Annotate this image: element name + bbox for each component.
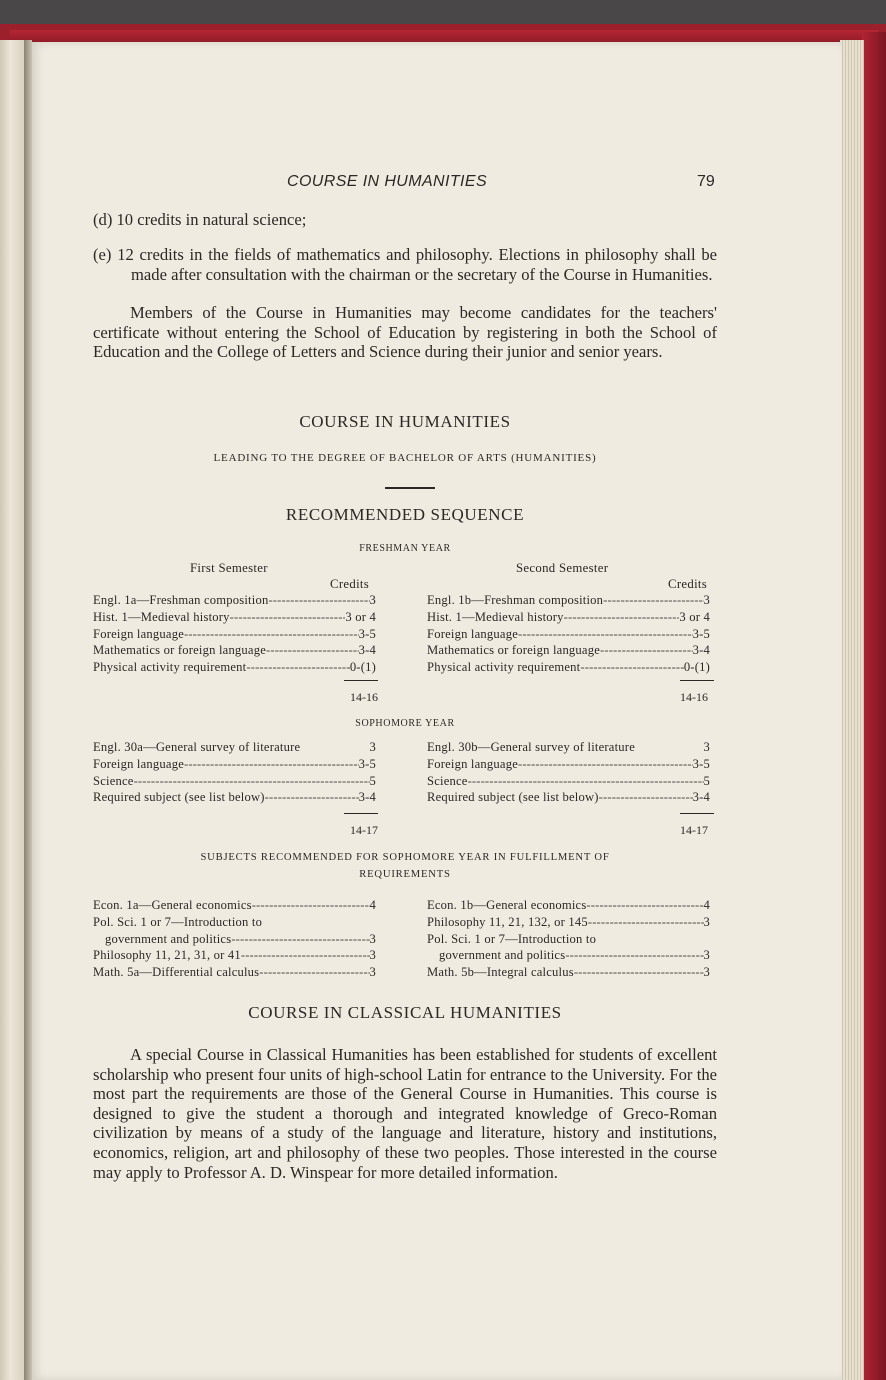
course-credits: 3 [369, 740, 376, 754]
course-credits: 3-4 [692, 790, 710, 805]
course-name: Science [427, 773, 468, 788]
dot-leader [252, 897, 370, 914]
course-credits: 3-4 [358, 790, 376, 805]
first-credits-label: Credits [330, 577, 370, 591]
page-number: 79 [697, 173, 715, 190]
table-row [427, 592, 710, 609]
subjects-right-list [427, 897, 710, 981]
sequence-title: RECOMMENDED SEQUENCE [285, 505, 525, 524]
dot-leader [565, 947, 703, 964]
course-name: Math. 5b—Integral calculus [427, 965, 574, 980]
freshman-second-semester-list [427, 592, 710, 676]
sum-rule [680, 813, 714, 814]
course-credits: 3-4 [358, 643, 376, 658]
dot-leader [468, 773, 704, 790]
course-name: Hist. 1—Medieval history [427, 609, 564, 624]
course-name: Engl. 1a—Freshman composition [93, 593, 269, 607]
course-name: Physical activity requirement [427, 660, 581, 675]
table-row [427, 642, 710, 659]
course-credits: 3 or 4 [345, 609, 376, 624]
sum-rule [344, 680, 378, 681]
course-credits: 3 [369, 948, 376, 963]
table-row [93, 964, 376, 981]
dot-leader [574, 964, 704, 981]
sophomore-second-semester-list [427, 739, 710, 806]
course-name: Foreign language [93, 626, 184, 641]
freshman-first-total: 14-16 [350, 690, 378, 704]
table-row [427, 756, 710, 773]
table-row [427, 931, 710, 948]
table-row [93, 626, 376, 643]
course-name: Math. 5a—Differential calculus [93, 965, 260, 980]
course-credits: 3 [703, 948, 710, 963]
dot-leader [184, 626, 359, 643]
course-name: Foreign language [93, 756, 184, 771]
course-credits: 3 [369, 593, 376, 607]
sophomore-first-total: 14-17 [350, 823, 378, 837]
course-name: Required subject (see list below) [93, 790, 265, 805]
course-name: Science [93, 773, 134, 788]
dot-leader [518, 626, 693, 643]
page-stack [840, 40, 864, 1380]
book-spine [862, 32, 886, 1380]
course-credits: 3-5 [692, 626, 710, 641]
course-name: Engl. 1b—Freshman composition [427, 593, 604, 607]
section-subtitle: LEADING TO THE DEGREE OF BACHELOR OF ARTS (HUMANITIES) [213, 452, 597, 464]
table-row [427, 947, 710, 964]
course-name: Pol. Sci. 1 or 7—Introduction to [427, 931, 597, 946]
dot-leader [184, 756, 359, 773]
dot-leader [588, 914, 704, 931]
course-name: Mathematics or foreign language [93, 643, 267, 658]
section-title: COURSE IN HUMANITIES [299, 412, 511, 431]
second-semester-label: Second Semester [516, 561, 609, 575]
course-name: Foreign language [427, 626, 518, 641]
sum-rule [680, 680, 714, 681]
course-credits: 0-(1) [349, 660, 376, 675]
list-item-e: (e) 12 credits in the fields of mathematics and philosophy. Elections in philosophy shall be made after consultation with the chairman or the secretary of the Course in Humanities. [93, 245, 717, 284]
table-row [93, 914, 376, 931]
course-credits: 3-5 [358, 626, 376, 641]
table-row [427, 789, 710, 806]
dot-leader [603, 592, 703, 609]
subjects-left-list [93, 897, 376, 981]
page-gutter [24, 40, 32, 1380]
table-row [93, 789, 376, 806]
first-semester-label: First Semester [190, 561, 268, 575]
freshman-first-semester-list [93, 592, 376, 676]
dot-leader [268, 592, 369, 609]
dot-leader [134, 773, 370, 790]
course-name: Physical activity requirement [93, 660, 247, 675]
freshman-year-label: FRESHMAN YEAR [359, 543, 451, 554]
course-name: Econ. 1a—General economics [93, 898, 252, 912]
dot-leader [580, 659, 683, 676]
dot-leader [265, 789, 359, 806]
course-name: Philosophy 11, 21, 31, or 41 [93, 948, 241, 963]
dot-leader [246, 659, 349, 676]
course-credits: 4 [703, 898, 710, 912]
course-credits: 3 [703, 740, 710, 754]
left-page-edge [0, 40, 26, 1380]
course-name: Foreign language [427, 756, 518, 771]
dot-leader [564, 609, 680, 626]
course-name: government and politics [105, 931, 232, 946]
dot-leader [231, 931, 369, 948]
course-name: Hist. 1—Medieval history [93, 609, 230, 624]
table-row [93, 592, 376, 609]
subjects-heading-line2: REQUIREMENTS [359, 869, 451, 880]
course-credits: 3 [703, 965, 710, 980]
course-credits: 3 [369, 931, 376, 946]
table-row [93, 659, 376, 676]
table-row [427, 773, 710, 790]
paragraph-teachers-certificate: Members of the Course in Humanities may become candidates for the teachers' certificate without entering the School of Education by registering in both the School of Education and the College of Letters and Science during their junior and senior years. [93, 303, 717, 362]
course-credits: 3 [703, 593, 710, 607]
dot-leader [259, 964, 369, 981]
course-credits: 0-(1) [683, 660, 710, 675]
sophomore-first-semester-list [93, 739, 376, 806]
course-name: Philosophy 11, 21, 132, or 145 [427, 914, 588, 929]
dot-leader [518, 756, 693, 773]
dot-leader [600, 642, 693, 659]
course-credits: 3 or 4 [679, 609, 710, 624]
dot-leader [241, 947, 370, 964]
course-credits: 3 [703, 914, 710, 929]
course-credits: 3-5 [358, 756, 376, 771]
course-name: Engl. 30b—General survey of literature [427, 740, 635, 754]
dot-leader [599, 789, 693, 806]
classical-title: COURSE IN CLASSICAL HUMANITIES [248, 1003, 562, 1022]
classical-paragraph: A special Course in Classical Humanities has been established for students of excellent scholarship who present four units of high-school Latin for entrance to the University. For the most part the requirements are those of the General Course in Humanities. This course is designed to give the student a thorough and integrated knowledge of Greco-Roman civilization by means of a study of the language and literature, history and institutions, economics, religion, art and philosophy of these two peoples. Those interested in the course may apply to Professor A. D. Winspear for more detailed information. [93, 1045, 717, 1182]
table-row [427, 964, 710, 981]
course-name: Required subject (see list below) [427, 790, 599, 805]
course-name: Pol. Sci. 1 or 7—Introduction to [93, 914, 263, 929]
course-credits: 4 [369, 898, 376, 912]
course-name: Engl. 30a—General survey of literature [93, 740, 301, 754]
course-name: government and politics [439, 948, 566, 963]
table-row [93, 609, 376, 626]
table-row [427, 897, 710, 914]
table-row [93, 897, 376, 914]
dot-leader [266, 642, 359, 659]
table-row [427, 914, 710, 931]
dot-leader [586, 897, 703, 914]
table-row [427, 609, 710, 626]
course-name: Mathematics or foreign language [427, 643, 601, 658]
course-credits: 5 [369, 773, 376, 788]
table-row [93, 756, 376, 773]
course-credits: 5 [703, 773, 710, 788]
section-divider [385, 487, 435, 489]
running-head: COURSE IN HUMANITIES [287, 173, 488, 190]
table-row [93, 642, 376, 659]
subjects-heading-line1: SUBJECTS RECOMMENDED FOR SOPHOMORE YEAR IN FULFILLMENT OF [200, 852, 610, 863]
sum-rule [344, 813, 378, 814]
course-credits: 3 [369, 965, 376, 980]
course-credits: 3-5 [692, 756, 710, 771]
table-row [427, 739, 710, 756]
table-row [93, 773, 376, 790]
course-name: Econ. 1b—General economics [427, 898, 587, 912]
table-row [427, 659, 710, 676]
table-row [93, 739, 376, 756]
freshman-second-total: 14-16 [680, 690, 708, 704]
course-credits: 3-4 [692, 643, 710, 658]
sophomore-second-total: 14-17 [680, 823, 708, 837]
table-row [93, 931, 376, 948]
dot-leader [230, 609, 346, 626]
list-item-d: (d) 10 credits in natural science; [93, 210, 307, 229]
second-credits-label: Credits [668, 577, 708, 591]
table-row [93, 947, 376, 964]
table-row [427, 626, 710, 643]
sophomore-year-label: SOPHOMORE YEAR [355, 718, 455, 729]
